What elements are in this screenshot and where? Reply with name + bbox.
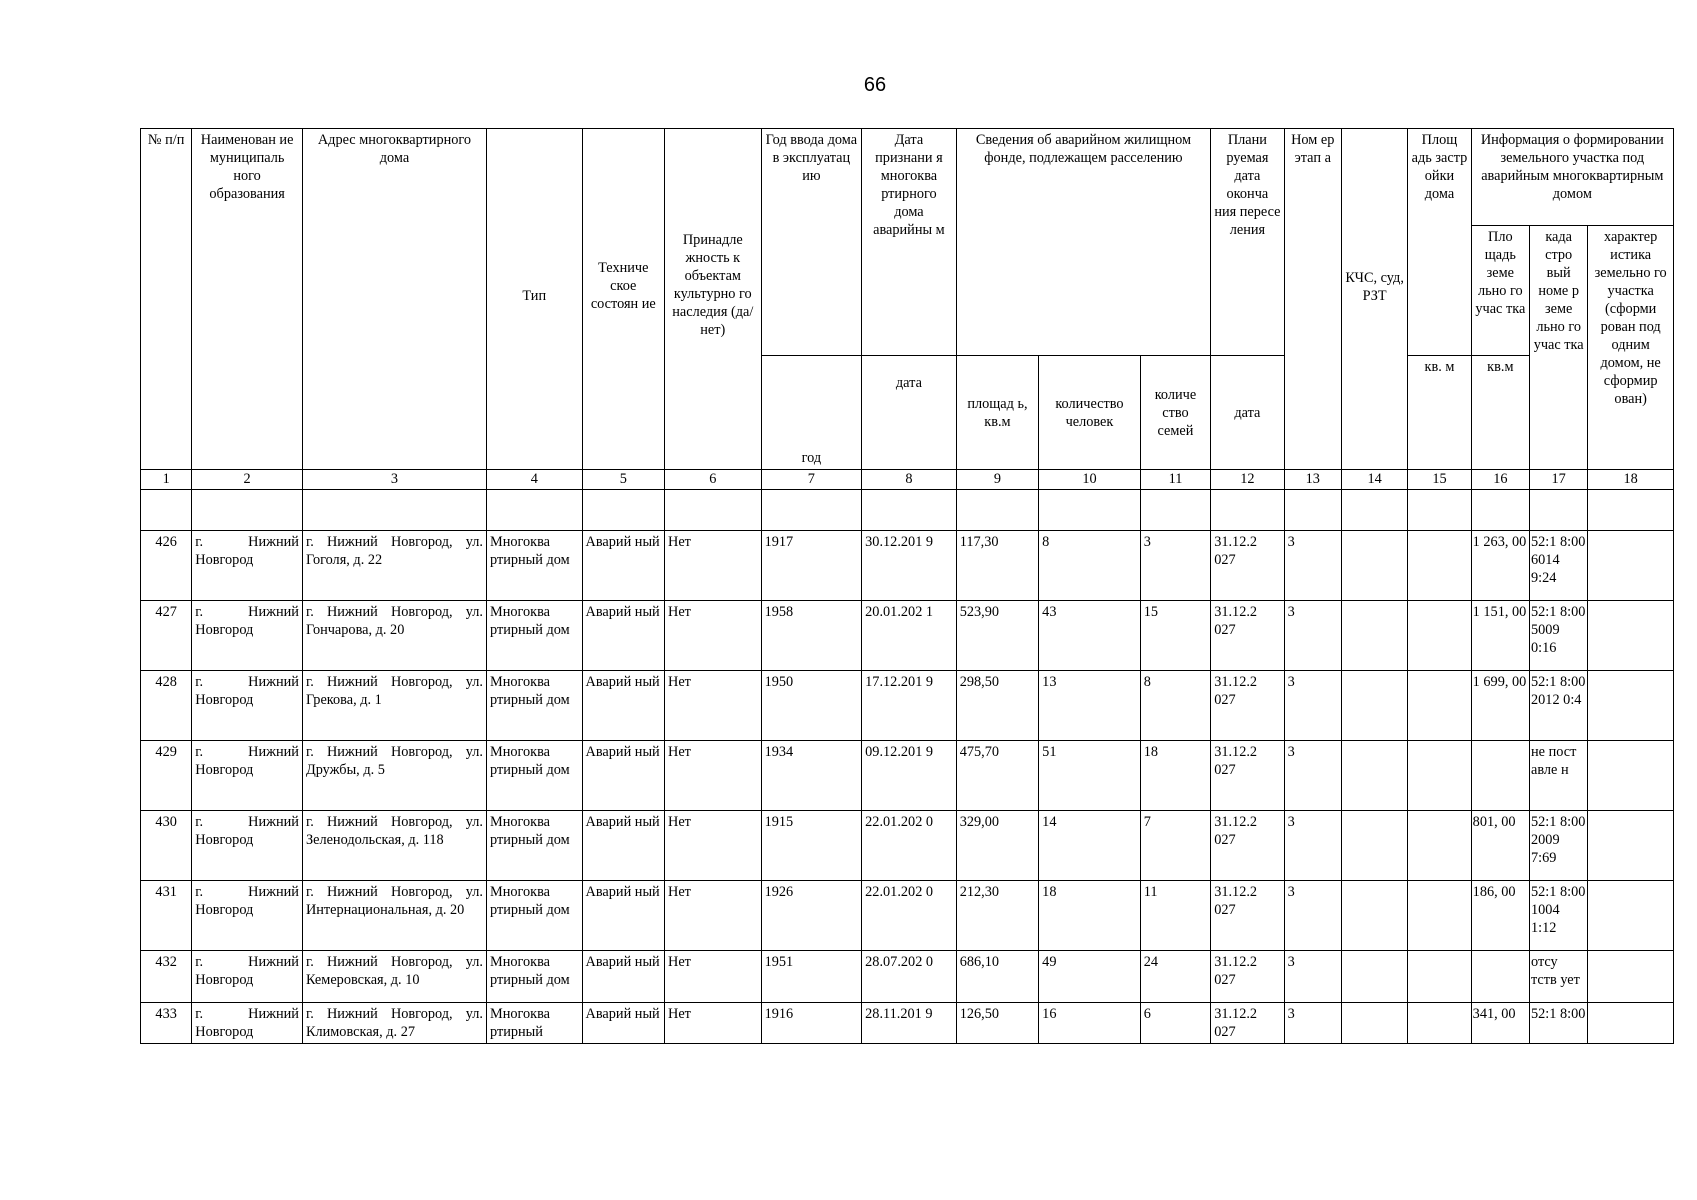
cell-n: 431 <box>141 881 192 951</box>
cell-char <box>1588 741 1674 811</box>
cell-addr: г. Нижний Новгород, ул. Зеленодольская, д. 118 <box>302 811 486 881</box>
cell-state: Аварий ный <box>582 1003 664 1044</box>
sub-header-12: дата <box>1211 356 1284 470</box>
cell-families: 8 <box>1140 671 1210 741</box>
column-number: 7 <box>761 470 862 490</box>
header-col-2: Наименован ие муниципаль ного образования <box>192 129 303 470</box>
cell-n: 429 <box>141 741 192 811</box>
column-number: 15 <box>1408 470 1471 490</box>
cell-state: Аварий ный <box>582 531 664 601</box>
column-number: 5 <box>582 470 664 490</box>
cell-heritage: Нет <box>665 601 762 671</box>
cell-heritage: Нет <box>665 881 762 951</box>
cell-addr: г. Нижний Новгород, ул. Грекова, д. 1 <box>302 671 486 741</box>
cell-char <box>1588 951 1674 1003</box>
column-number: 9 <box>956 470 1038 490</box>
header-col-15: Площ адь застр ойки дома <box>1408 129 1471 356</box>
empty-cell <box>487 490 583 531</box>
cell-kchs <box>1341 601 1407 671</box>
empty-cell <box>1408 490 1471 531</box>
cell-people: 18 <box>1039 881 1141 951</box>
cell-cad: 52:1 8:00 2012 0:4 <box>1530 671 1588 741</box>
empty-cell <box>582 490 664 531</box>
table-row <box>141 1003 1674 1044</box>
sub-header-9: площад ь, кв.м <box>956 356 1038 470</box>
cell-people: 13 <box>1039 671 1141 741</box>
header-col-16-top: Пло щадь земе льно го учас тка <box>1471 226 1529 356</box>
cell-state: Аварий ный <box>582 671 664 741</box>
header-col-6: Принадле жность к объектам культурно го наследия (да/нет) <box>665 129 762 470</box>
cell-area: 126,50 <box>956 1003 1038 1044</box>
cell-plan: 31.12.2 027 <box>1211 951 1284 1003</box>
emergency-housing-table <box>140 128 1674 1044</box>
cell-year: 1934 <box>761 741 862 811</box>
cell-char <box>1588 671 1674 741</box>
table-row <box>141 671 1674 741</box>
cell-addr: г. Нижний Новгород, ул. Гоголя, д. 22 <box>302 531 486 601</box>
table-row <box>141 881 1674 951</box>
cell-n: 428 <box>141 671 192 741</box>
cell-addr: г. Нижний Новгород, ул. Интернациональная, д. 20 <box>302 881 486 951</box>
cell-land <box>1471 951 1529 1003</box>
cell-area: 117,30 <box>956 531 1038 601</box>
cell-date: 28.07.202 0 <box>862 951 957 1003</box>
cell-plan: 31.12.2 027 <box>1211 1003 1284 1044</box>
empty-cell <box>761 490 862 531</box>
cell-stage: 3 <box>1284 1003 1341 1044</box>
empty-cell <box>1039 490 1141 531</box>
cell-year: 1950 <box>761 671 862 741</box>
cell-cad: 52:1 8:00 6014 9:24 <box>1530 531 1588 601</box>
cell-families: 15 <box>1140 601 1210 671</box>
header-col-17: када стро вый номе р земе льно го учас тка <box>1530 226 1588 470</box>
cell-addr: г. Нижний Новгород, ул. Климовская, д. 27 <box>302 1003 486 1044</box>
cell-plan: 31.12.2 027 <box>1211 531 1284 601</box>
column-number: 12 <box>1211 470 1284 490</box>
cell-date: 22.01.202 0 <box>862 881 957 951</box>
cell-date: 09.12.201 9 <box>862 741 957 811</box>
cell-cad: 52:1 8:00 1004 1:12 <box>1530 881 1588 951</box>
cell-state: Аварий ный <box>582 601 664 671</box>
table-row <box>141 601 1674 671</box>
cell-kchs <box>1341 671 1407 741</box>
cell-heritage: Нет <box>665 951 762 1003</box>
cell-type: Многоква ртирный дом <box>487 671 583 741</box>
column-number: 11 <box>1140 470 1210 490</box>
header-col-13: Ном ер этап а <box>1284 129 1341 470</box>
column-number: 2 <box>192 470 303 490</box>
cell-heritage: Нет <box>665 671 762 741</box>
cell-type: Многоква ртирный дом <box>487 531 583 601</box>
cell-plan: 31.12.2 027 <box>1211 671 1284 741</box>
cell-char <box>1588 531 1674 601</box>
cell-land: 801, 00 <box>1471 811 1529 881</box>
column-number: 18 <box>1588 470 1674 490</box>
cell-type: Многоква ртирный дом <box>487 601 583 671</box>
cell-heritage: Нет <box>665 811 762 881</box>
cell-n: 426 <box>141 531 192 601</box>
cell-mun: г. Нижний Новгород <box>192 741 303 811</box>
header-col-1: № п/п <box>141 129 192 470</box>
cell-mun: г. Нижний Новгород <box>192 601 303 671</box>
cell-cad: 52:1 8:00 2009 7:69 <box>1530 811 1588 881</box>
cell-year: 1926 <box>761 881 862 951</box>
cell-kchs <box>1341 741 1407 811</box>
empty-cell <box>1471 490 1529 531</box>
cell-built <box>1408 1003 1471 1044</box>
column-number: 1 <box>141 470 192 490</box>
cell-cad: отсу тств ует <box>1530 951 1588 1003</box>
table-row <box>141 531 1674 601</box>
empty-cell <box>1530 490 1588 531</box>
cell-date: 17.12.201 9 <box>862 671 957 741</box>
cell-built <box>1408 741 1471 811</box>
empty-cell <box>1588 490 1674 531</box>
cell-families: 3 <box>1140 531 1210 601</box>
header-group-9-11: Сведения об аварийном жилищном фонде, подлежащем расселению <box>956 129 1210 356</box>
cell-state: Аварий ный <box>582 951 664 1003</box>
sub-header-16: кв.м <box>1471 356 1529 470</box>
cell-addr: г. Нижний Новгород, ул. Гончарова, д. 20 <box>302 601 486 671</box>
cell-year: 1958 <box>761 601 862 671</box>
column-number: 3 <box>302 470 486 490</box>
cell-mun: г. Нижний Новгород <box>192 811 303 881</box>
cell-built <box>1408 671 1471 741</box>
cell-addr: г. Нижний Новгород, ул. Дружбы, д. 5 <box>302 741 486 811</box>
cell-stage: 3 <box>1284 601 1341 671</box>
empty-cell <box>665 490 762 531</box>
empty-cell <box>1211 490 1284 531</box>
cell-date: 30.12.201 9 <box>862 531 957 601</box>
cell-char <box>1588 601 1674 671</box>
cell-people: 8 <box>1039 531 1141 601</box>
sub-header-7: год <box>761 356 862 470</box>
cell-area: 523,90 <box>956 601 1038 671</box>
sub-header-11: количе ство семей <box>1140 356 1210 470</box>
cell-land <box>1471 741 1529 811</box>
cell-heritage: Нет <box>665 531 762 601</box>
cell-n: 432 <box>141 951 192 1003</box>
cell-n: 430 <box>141 811 192 881</box>
cell-state: Аварий ный <box>582 811 664 881</box>
cell-char <box>1588 881 1674 951</box>
cell-plan: 31.12.2 027 <box>1211 741 1284 811</box>
cell-state: Аварий ный <box>582 741 664 811</box>
cell-land: 1 699, 00 <box>1471 671 1529 741</box>
cell-area: 329,00 <box>956 811 1038 881</box>
cell-mun: г. Нижний Новгород <box>192 671 303 741</box>
cell-area: 475,70 <box>956 741 1038 811</box>
cell-cad: 52:1 8:00 5009 0:16 <box>1530 601 1588 671</box>
cell-heritage: Нет <box>665 741 762 811</box>
table-row <box>141 741 1674 811</box>
empty-cell <box>1140 490 1210 531</box>
cell-mun: г. Нижний Новгород <box>192 531 303 601</box>
cell-type: Многоква ртирный дом <box>487 951 583 1003</box>
column-number: 16 <box>1471 470 1529 490</box>
empty-cell <box>141 490 192 531</box>
page-number: 66 <box>863 74 887 96</box>
column-number: 14 <box>1341 470 1407 490</box>
cell-mun: г. Нижний Новгород <box>192 951 303 1003</box>
cell-n: 433 <box>141 1003 192 1044</box>
cell-families: 7 <box>1140 811 1210 881</box>
empty-cell <box>1341 490 1407 531</box>
cell-plan: 31.12.2 027 <box>1211 811 1284 881</box>
cell-char <box>1588 811 1674 881</box>
cell-state: Аварий ный <box>582 881 664 951</box>
cell-stage: 3 <box>1284 671 1341 741</box>
cell-cad: 52:1 8:00 <box>1530 1003 1588 1044</box>
header-col-8: Дата признани я многоква ртирного дома аварийны м <box>862 129 957 356</box>
cell-kchs <box>1341 881 1407 951</box>
cell-land: 341, 00 <box>1471 1003 1529 1044</box>
cell-families: 6 <box>1140 1003 1210 1044</box>
column-number: 10 <box>1039 470 1141 490</box>
cell-type: Многоква ртирный <box>487 1003 583 1044</box>
cell-year: 1916 <box>761 1003 862 1044</box>
table-row <box>141 811 1674 881</box>
cell-stage: 3 <box>1284 531 1341 601</box>
column-number: 13 <box>1284 470 1341 490</box>
cell-built <box>1408 881 1471 951</box>
cell-mun: г. Нижний Новгород <box>192 1003 303 1044</box>
empty-cell <box>302 490 486 531</box>
cell-date: 28.11.201 9 <box>862 1003 957 1044</box>
cell-built <box>1408 811 1471 881</box>
cell-people: 43 <box>1039 601 1141 671</box>
cell-people: 14 <box>1039 811 1141 881</box>
cell-land: 1 151, 00 <box>1471 601 1529 671</box>
header-group-16-18: Информация о формировании земельного участка под аварийным многоквартирным домом <box>1471 129 1673 226</box>
cell-people: 16 <box>1039 1003 1141 1044</box>
header-col-12: Плани руемая дата оконча ния пересе ления <box>1211 129 1284 356</box>
column-number: 17 <box>1530 470 1588 490</box>
cell-type: Многоква ртирный дом <box>487 881 583 951</box>
cell-built <box>1408 531 1471 601</box>
cell-heritage: Нет <box>665 1003 762 1044</box>
table-row <box>141 951 1674 1003</box>
cell-families: 18 <box>1140 741 1210 811</box>
cell-year: 1915 <box>761 811 862 881</box>
header-col-3: Адрес многоквартирного дома <box>302 129 486 470</box>
sub-header-15: кв. м <box>1408 356 1471 470</box>
cell-char <box>1588 1003 1674 1044</box>
column-number: 8 <box>862 470 957 490</box>
cell-year: 1917 <box>761 531 862 601</box>
cell-n: 427 <box>141 601 192 671</box>
empty-cell <box>862 490 957 531</box>
column-number: 4 <box>487 470 583 490</box>
cell-land: 1 263, 00 <box>1471 531 1529 601</box>
empty-cell <box>192 490 303 531</box>
cell-kchs <box>1341 1003 1407 1044</box>
cell-area: 686,10 <box>956 951 1038 1003</box>
cell-stage: 3 <box>1284 811 1341 881</box>
header-col-5: Техниче ское состоян ие <box>582 129 664 470</box>
cell-built <box>1408 951 1471 1003</box>
header-col-7: Год ввода дома в эксплуатац ию <box>761 129 862 356</box>
cell-type: Многоква ртирный дом <box>487 741 583 811</box>
sub-header-10: количество человек <box>1039 356 1141 470</box>
cell-date: 20.01.202 1 <box>862 601 957 671</box>
cell-area: 298,50 <box>956 671 1038 741</box>
cell-mun: г. Нижний Новгород <box>192 881 303 951</box>
cell-area: 212,30 <box>956 881 1038 951</box>
cell-land: 186, 00 <box>1471 881 1529 951</box>
empty-cell <box>956 490 1038 531</box>
cell-cad: не пост авле н <box>1530 741 1588 811</box>
cell-kchs <box>1341 531 1407 601</box>
sub-header-8: дата <box>862 356 957 470</box>
empty-cell <box>1284 490 1341 531</box>
cell-people: 49 <box>1039 951 1141 1003</box>
cell-families: 24 <box>1140 951 1210 1003</box>
cell-stage: 3 <box>1284 951 1341 1003</box>
cell-year: 1951 <box>761 951 862 1003</box>
cell-plan: 31.12.2 027 <box>1211 601 1284 671</box>
header-col-4: Тип <box>487 129 583 470</box>
header-col-18: характер истика земельно го участка (сформи рован под одним домом, не сформир ован) <box>1588 226 1674 470</box>
column-number: 6 <box>665 470 762 490</box>
header-col-14: КЧС, суд, РЗТ <box>1341 129 1407 470</box>
cell-plan: 31.12.2 027 <box>1211 881 1284 951</box>
cell-stage: 3 <box>1284 881 1341 951</box>
cell-stage: 3 <box>1284 741 1341 811</box>
cell-date: 22.01.202 0 <box>862 811 957 881</box>
cell-addr: г. Нижний Новгород, ул. Кемеровская, д. 10 <box>302 951 486 1003</box>
cell-type: Многоква ртирный дом <box>487 811 583 881</box>
cell-families: 11 <box>1140 881 1210 951</box>
cell-kchs <box>1341 951 1407 1003</box>
cell-kchs <box>1341 811 1407 881</box>
cell-built <box>1408 601 1471 671</box>
cell-people: 51 <box>1039 741 1141 811</box>
